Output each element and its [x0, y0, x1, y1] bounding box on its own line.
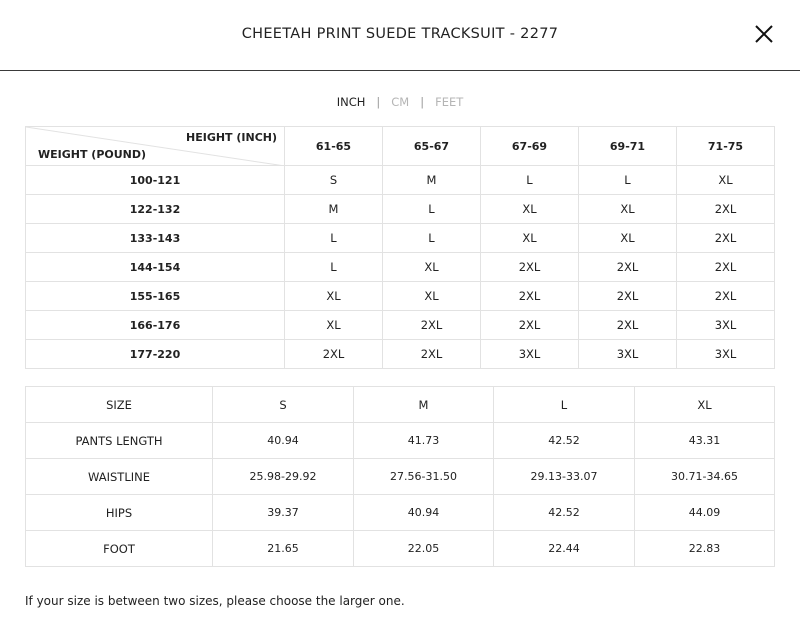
measurements-table	[25, 386, 775, 567]
size-header-label: SIZE	[26, 387, 213, 423]
height-range-header: 71-75	[677, 127, 775, 166]
size-cell: L	[285, 224, 383, 253]
measurement-label: WAISTLINE	[26, 459, 213, 495]
measurement-value: 41.73	[354, 423, 494, 459]
size-cell: XL	[677, 166, 775, 195]
size-column-header: L	[494, 387, 635, 423]
measurement-value: 22.83	[635, 531, 775, 567]
measurement-value: 25.98-29.92	[213, 459, 354, 495]
close-button[interactable]	[750, 20, 778, 48]
measurement-label: FOOT	[26, 531, 213, 567]
weight-range-cell: 144-154	[26, 253, 285, 282]
size-cell: XL	[285, 311, 383, 340]
measurement-value: 22.44	[494, 531, 635, 567]
weight-range-cell: 155-165	[26, 282, 285, 311]
measurement-label: PANTS LENGTH	[26, 423, 213, 459]
table-row	[26, 311, 775, 340]
table-row	[26, 340, 775, 369]
table-row	[26, 459, 775, 495]
height-range-header: 69-71	[579, 127, 677, 166]
size-cell: 2XL	[677, 224, 775, 253]
modal-header	[0, 0, 800, 71]
size-cell: XL	[579, 195, 677, 224]
size-cell: 3XL	[579, 340, 677, 369]
size-cell: 2XL	[383, 340, 481, 369]
size-cell: 2XL	[481, 311, 579, 340]
size-cell: L	[285, 253, 383, 282]
size-chart-table	[25, 126, 775, 369]
measurement-label: HIPS	[26, 495, 213, 531]
weight-axis-label: WEIGHT (POUND)	[38, 148, 147, 161]
size-cell: XL	[383, 282, 481, 311]
height-axis-label: HEIGHT (INCH)	[186, 131, 278, 144]
measurements-header-row	[26, 387, 775, 423]
measurement-value: 22.05	[354, 531, 494, 567]
size-advice-note: If your size is between two sizes, please choose the larger one.	[25, 594, 405, 608]
tab-feet[interactable]: FEET	[435, 95, 464, 109]
size-cell: 2XL	[579, 311, 677, 340]
weight-range-cell: 133-143	[26, 224, 285, 253]
size-column-header: XL	[635, 387, 775, 423]
size-cell: 2XL	[677, 195, 775, 224]
size-cell: M	[383, 166, 481, 195]
size-cell: 2XL	[481, 282, 579, 311]
size-cell: L	[383, 224, 481, 253]
measurement-value: 30.71-34.65	[635, 459, 775, 495]
size-cell: 2XL	[677, 253, 775, 282]
height-range-header: 67-69	[481, 127, 579, 166]
size-cell: 3XL	[677, 340, 775, 369]
tab-separator: |	[420, 95, 425, 109]
size-column-header: S	[213, 387, 354, 423]
tab-inch[interactable]: INCH	[336, 95, 366, 109]
table-row	[26, 166, 775, 195]
table-row	[26, 195, 775, 224]
size-cell: XL	[383, 253, 481, 282]
size-cell: XL	[579, 224, 677, 253]
table-row	[26, 282, 775, 311]
measurement-value: 42.52	[494, 423, 635, 459]
weight-range-cell: 100-121	[26, 166, 285, 195]
size-chart-corner-cell	[26, 127, 285, 166]
size-cell: XL	[481, 224, 579, 253]
size-cell: 2XL	[579, 282, 677, 311]
table-row	[26, 495, 775, 531]
measurement-value: 27.56-31.50	[354, 459, 494, 495]
size-cell: 2XL	[481, 253, 579, 282]
modal-title: CHEETAH PRINT SUEDE TRACKSUIT - 2277	[241, 26, 559, 42]
weight-range-cell: 177-220	[26, 340, 285, 369]
table-row	[26, 224, 775, 253]
size-cell: 3XL	[677, 311, 775, 340]
weight-range-cell: 166-176	[26, 311, 285, 340]
measurement-value: 21.65	[213, 531, 354, 567]
measurement-value: 43.31	[635, 423, 775, 459]
size-column-header: M	[354, 387, 494, 423]
tab-separator: |	[376, 95, 381, 109]
measurement-value: 29.13-33.07	[494, 459, 635, 495]
table-row	[26, 253, 775, 282]
measurement-value: 39.37	[213, 495, 354, 531]
measurement-value: 40.94	[354, 495, 494, 531]
table-row	[26, 423, 775, 459]
size-cell: XL	[481, 195, 579, 224]
table-row	[26, 531, 775, 567]
size-cell: M	[285, 195, 383, 224]
height-range-header: 65-67	[383, 127, 481, 166]
size-cell: S	[285, 166, 383, 195]
size-cell: L	[383, 195, 481, 224]
size-cell: 2XL	[383, 311, 481, 340]
size-cell: 2XL	[677, 282, 775, 311]
weight-range-cell: 122-132	[26, 195, 285, 224]
size-cell: 2XL	[285, 340, 383, 369]
measurement-value: 44.09	[635, 495, 775, 531]
close-icon	[750, 20, 778, 48]
size-cell: 2XL	[579, 253, 677, 282]
size-cell: XL	[285, 282, 383, 311]
size-cell: L	[481, 166, 579, 195]
measurement-value: 42.52	[494, 495, 635, 531]
size-chart-header-row	[26, 127, 775, 166]
measurement-value: 40.94	[213, 423, 354, 459]
tab-cm[interactable]: CM	[391, 95, 410, 109]
height-range-header: 61-65	[285, 127, 383, 166]
unit-tabs	[0, 95, 800, 109]
size-cell: 3XL	[481, 340, 579, 369]
size-cell: L	[579, 166, 677, 195]
